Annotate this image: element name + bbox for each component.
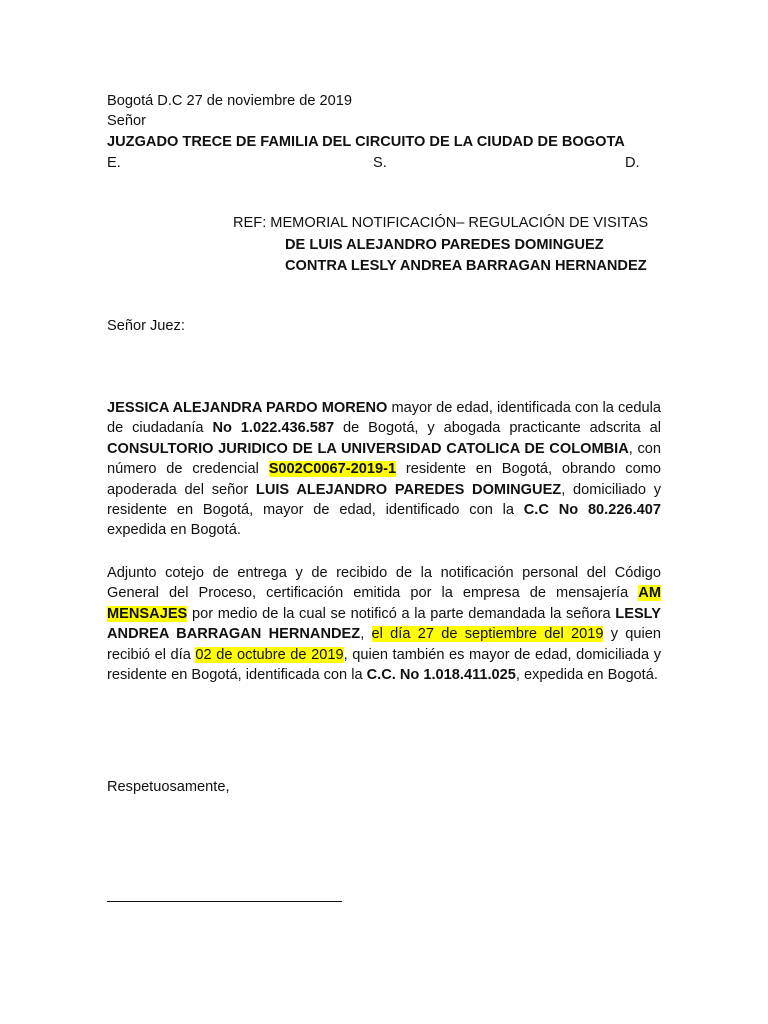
eds-s: S. <box>373 155 387 171</box>
closing: Respetuosamente, <box>107 779 230 795</box>
attorney-name: JESSICA ALEJANDRA PARDO MORENO <box>107 400 388 416</box>
defendant-name: LESLY ANDREA BARRAGAN HERNANDEZ <box>107 605 661 643</box>
p2-text-2: por medio de la cual se notificó a la parte demandada la señora <box>187 605 616 622</box>
reference-line-3: CONTRA LESLY ANDREA BARRAGAN HERNANDEZ <box>285 258 647 274</box>
attorney-id: No 1.022.436.587 <box>212 420 335 437</box>
p1-text-2: de Bogotá, y abogada practicante adscrita al <box>334 420 661 437</box>
p2-text-3: , <box>360 626 372 643</box>
paragraph-representation <box>107 398 661 541</box>
paragraph-notification <box>107 563 661 685</box>
client-id: C.C No 80.226.407 <box>523 502 661 519</box>
p2-text-6: , expedida en Bogotá. <box>515 667 658 684</box>
reference-line-1: REF: MEMORIAL NOTIFICACIÓN– REGULACIÓN DE VISITAS <box>233 215 649 231</box>
p1-text-1: mayor de edad, identificada con la cedula de ciudadanía <box>107 400 661 437</box>
date-line: Bogotá D.C 27 de noviembre de 2019 <box>107 93 353 109</box>
salutation-title: Señor <box>107 113 146 129</box>
institution-name: CONSULTORIO JURIDICO DE LA UNIVERSIDAD CATOLICA DE COLOMBIA <box>107 440 629 457</box>
p1-text-4: residente en Bogotá, obrando como apoderada del señor <box>107 461 661 498</box>
eds-line <box>107 153 641 173</box>
greeting: Señor Juez: <box>107 318 185 334</box>
reference-line-2: DE LUIS ALEJANDRO PAREDES DOMINGUEZ <box>285 237 604 253</box>
eds-e: E. <box>107 155 121 171</box>
p1-text-3: , con número de credencial <box>107 440 661 478</box>
p1-text-6: expedida en Bogotá. <box>107 522 241 539</box>
p2-text-5: , quien también es mayor de edad, domiciliada y residente en Bogotá, identificada con la <box>107 646 661 684</box>
signature-line <box>107 901 342 902</box>
p1-text-5: , domiciliado y residente en Bogotá, mayor de edad, identificado con la <box>107 481 662 519</box>
court-name: JUZGADO TRECE DE FAMILIA DEL CIRCUITO DE LA CIUDAD DE BOGOTA <box>107 134 625 150</box>
client-name: LUIS ALEJANDRO PAREDES DOMINGUEZ <box>255 481 562 498</box>
p2-text-1: Adjunto cotejo de entrega y de recibido de la notificación personal del Código General del Proceso, certificación emitida por la empresa de mensajería <box>107 565 661 602</box>
p2-text-4: y quien recibió el día <box>107 626 661 663</box>
notification-date: el día 27 de septiembre del 2019 <box>371 626 604 643</box>
eds-d: D. <box>625 155 640 171</box>
defendant-id: C.C. No 1.018.411.025 <box>366 667 516 684</box>
credential-number: S002C0067-2019-1 <box>268 461 397 478</box>
courier-company: AM MENSAJES <box>107 585 661 622</box>
received-date: 02 de octubre de 2019 <box>195 646 344 663</box>
